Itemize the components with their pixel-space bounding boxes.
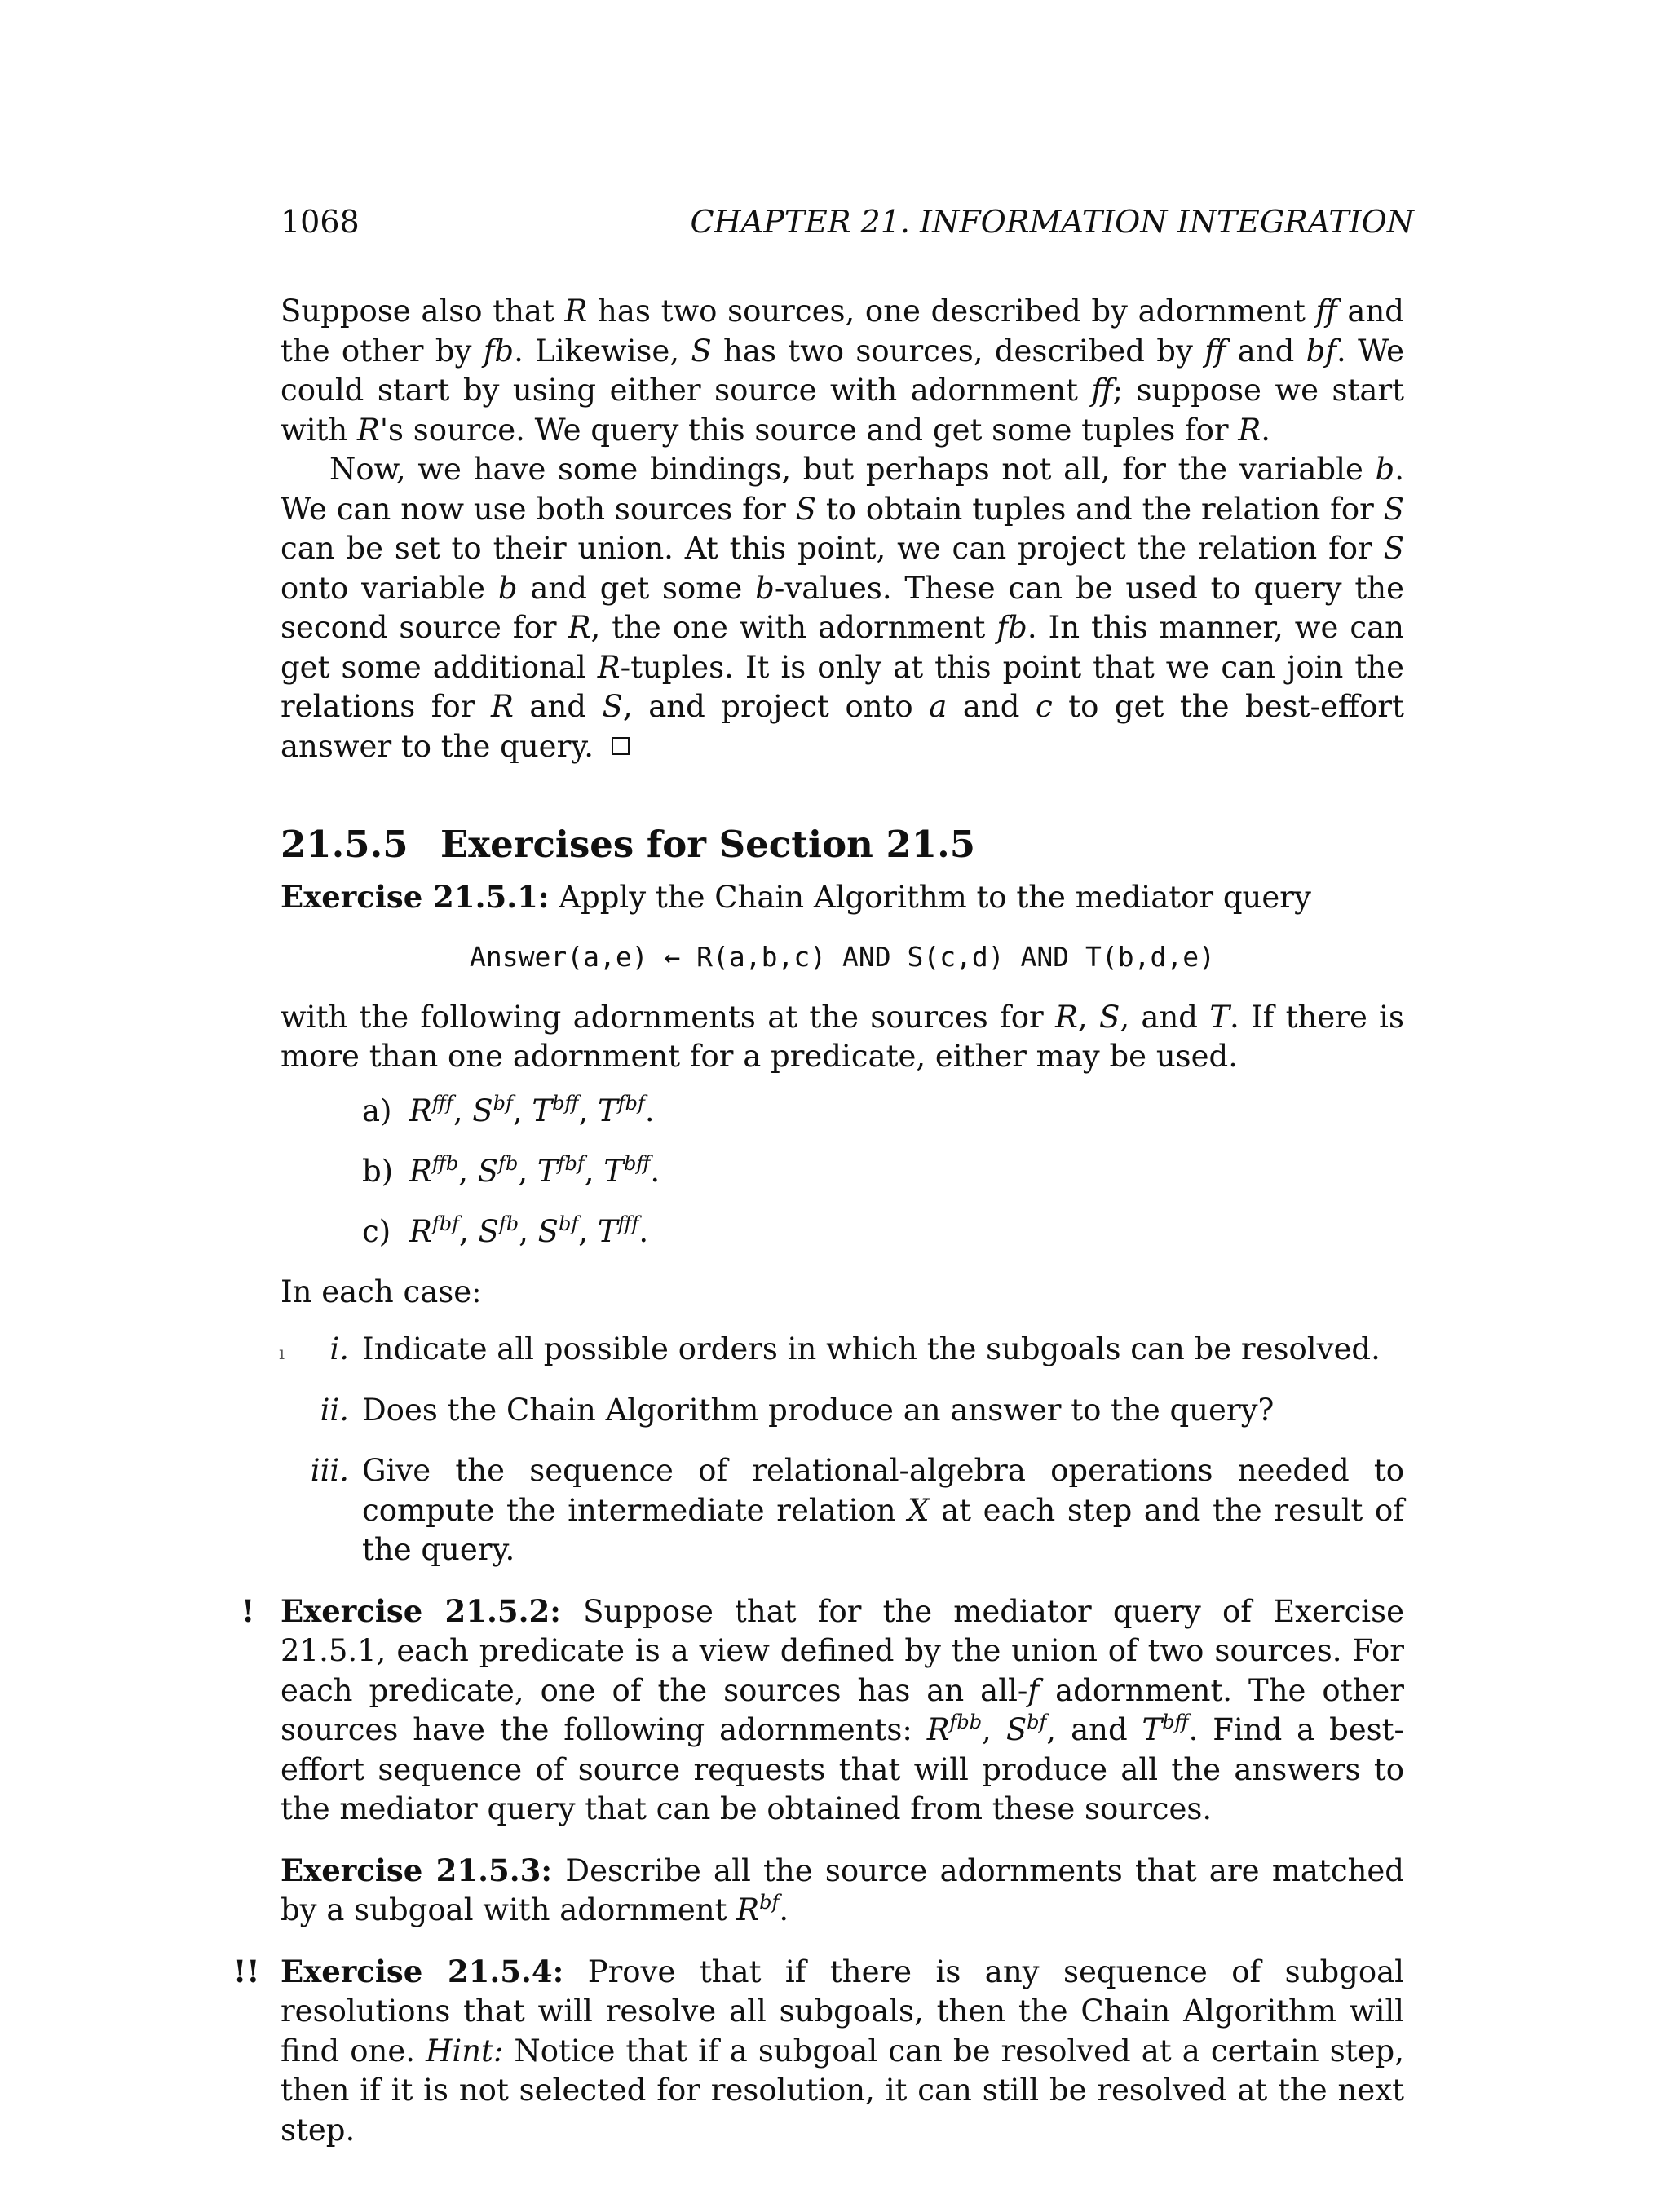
math-variable: S xyxy=(1098,999,1120,1035)
exercise-label: Exercise 21.5.2: xyxy=(281,1592,584,1629)
adornment-superscript: bf xyxy=(493,1091,513,1115)
page-header xyxy=(281,204,1414,253)
adornment-superscript: fbf xyxy=(617,1091,645,1115)
adornment-superscript: fbf xyxy=(431,1212,459,1235)
case-item: b) $R^{ffb}$, $S^{fb}$, $T^{fbf}$, $T^{bff}$. xyxy=(362,1152,1404,1191)
math-variable: ff xyxy=(1204,333,1226,369)
exercise-text xyxy=(281,1952,1404,2151)
adornment-superscript: bff xyxy=(552,1091,579,1115)
math-variable: ff xyxy=(1315,294,1337,329)
math-symbol: T xyxy=(597,1213,618,1249)
adornment-superscript: fb xyxy=(498,1212,519,1235)
math-symbol: T xyxy=(1142,1712,1163,1747)
exercise-21-5-3 xyxy=(281,1851,1404,1931)
math-symbol: S xyxy=(478,1213,499,1249)
math-symbol: S xyxy=(537,1213,559,1249)
case-label: a) xyxy=(362,1093,392,1128)
section-number: 21.5.5 xyxy=(281,823,409,866)
math-variable: S xyxy=(795,491,816,527)
intro-paragraph-2: Now, we have some bindings, but perhaps not all, for the variable b. We can now use both sources for S to obtain tuples and the relation for S can be set to their union. At this point, we can project the relation for S onto variable b and get some b-values. These can be used to query the second source for R, the one with adornment fb. In this manner, we can get some additional R-tuples. It is only at this point that we can join the relations for R and S, and project onto a and c to get the best-effort answer to the query. xyxy=(281,452,1404,764)
section-heading xyxy=(281,822,1404,868)
math-symbol: R xyxy=(736,1892,760,1927)
intro-paragraph-1: Suppose also that R has two sources, one described by adornment ff and the other by fb. Likewise, S has two sources, described by ff and bf. We could start by using either source with adornment ff; suppose we start with R's source. We query this source and get some tuples for R. xyxy=(281,294,1404,448)
adornment-superscript: fb xyxy=(498,1151,519,1175)
hint-label: Hint: xyxy=(426,2033,504,2069)
math-variable: R xyxy=(1055,999,1078,1035)
running-title: CHAPTER 21. INFORMATION INTEGRATION xyxy=(690,204,1414,240)
exercise-label: Exercise 21.5.1: xyxy=(281,879,550,915)
difficulty-mark: ! xyxy=(241,1592,255,1629)
math-symbol: S xyxy=(477,1153,499,1189)
math-symbol: T xyxy=(532,1093,553,1128)
exercise-steps xyxy=(281,1330,1404,1570)
math-symbol: R xyxy=(409,1093,432,1128)
exercise-label: Exercise 21.5.3: xyxy=(281,1852,566,1888)
step-text: Indicate all possible orders in which the subgoals can be resolved. xyxy=(362,1331,1381,1366)
adornment-superscript: bff xyxy=(623,1151,651,1175)
exercise-21-5-2 xyxy=(241,1592,1405,1830)
adornment-superscript: bf xyxy=(759,1891,780,1914)
case-label: b) xyxy=(362,1153,394,1189)
math-variable: S xyxy=(691,333,712,369)
adornment-superscript: ffb xyxy=(431,1151,459,1175)
math-variable: R xyxy=(568,610,591,645)
mediator-query: Answer(a,e) ← R(a,b,c) AND S(c,d) AND T(b,d,e) xyxy=(470,940,1215,973)
adornment-cases xyxy=(281,1092,1404,1252)
hint-text: Notice that if a subgoal can be resolved at a certain step, then if it is not selected for resolution, it can still be resolved at the next step. xyxy=(281,2033,1405,2148)
step-number: ii. xyxy=(320,1392,349,1428)
math-variable: a xyxy=(929,689,948,724)
adornment-superscript: fbf xyxy=(557,1151,585,1175)
step-text: Give the sequence of relational-algebra operations needed to compute the intermediate relation X at each step and the result of the query. xyxy=(362,1453,1404,1567)
math-variable: T xyxy=(1209,999,1230,1035)
math-symbol: R xyxy=(409,1153,432,1189)
step-number: i. xyxy=(329,1331,349,1366)
step-item xyxy=(281,1451,1404,1570)
math-symbol: T xyxy=(537,1153,558,1189)
math-variable: ff xyxy=(1091,373,1113,408)
page-number: 1068 xyxy=(281,204,360,240)
math-symbol: R xyxy=(926,1712,950,1747)
math-variable: S xyxy=(1383,491,1404,527)
adornment-superscript: bf xyxy=(1027,1711,1047,1733)
exercise-21-5-1 xyxy=(281,877,1404,1570)
math-variable: f xyxy=(1027,1672,1040,1708)
exercise-text-continued: with the following adornments at the sources for R, S, and T. If there is more than one adornment for a predicate, either may be used. xyxy=(281,999,1404,1074)
step-item xyxy=(281,1330,1404,1370)
math-variable: R xyxy=(491,689,514,724)
case-item: c) $R^{fbf}$, $S^{fb}$, $S^{bf}$, $T^{fff}$. xyxy=(362,1212,1404,1252)
math-symbol: R xyxy=(409,1213,432,1249)
math-variable: R xyxy=(597,649,621,685)
exercise-21-5-4 xyxy=(233,1952,1405,2151)
stray-mark: ı xyxy=(279,1344,285,1364)
adornment-superscript: fff xyxy=(431,1091,453,1115)
math-variable: c xyxy=(1035,689,1053,724)
step-text: Does the Chain Algorithm produce an answer to the query? xyxy=(362,1392,1275,1428)
math-variable: b xyxy=(497,570,518,606)
case-label: c) xyxy=(362,1213,391,1249)
math-variable: b xyxy=(1375,452,1395,487)
in-each-case-label: In each case: xyxy=(281,1274,482,1309)
adornment-superscript: fff xyxy=(617,1212,639,1235)
math-variable: fb xyxy=(996,610,1027,645)
step-number: iii. xyxy=(310,1453,349,1488)
exercise-text: Exercise 21.5.3: Describe all the source adornments that are matched by a subgoal with adornment $R^{bf}$. xyxy=(281,1852,1404,1927)
adornment-superscript: fbb xyxy=(949,1711,983,1733)
math-variable: R xyxy=(1238,412,1261,448)
math-symbol: T xyxy=(603,1153,624,1189)
section-title: Exercises for Section 21.5 xyxy=(440,823,976,866)
math-variable: fb xyxy=(483,333,515,369)
difficulty-mark: !! xyxy=(233,1953,260,1989)
exercise-text: Apply the Chain Algorithm to the mediator query xyxy=(559,880,1311,915)
math-variable: X xyxy=(908,1492,930,1528)
page-body xyxy=(233,292,1405,2150)
math-variable: S xyxy=(1383,531,1404,566)
math-variable: bf xyxy=(1306,333,1336,369)
math-variable: R xyxy=(356,412,380,448)
case-item: a) $R^{fff}$, $S^{bf}$, $T^{bff}$, $T^{fbf}$. xyxy=(362,1092,1404,1131)
end-of-example-box xyxy=(612,737,630,755)
adornment-superscript: bf xyxy=(559,1212,579,1235)
adornment-superscript: bff xyxy=(1162,1711,1189,1733)
exercise-body: Prove that if there is any sequence of subgoal resolutions that will resolve all subgoals, then the Chain Algorithm will find one. xyxy=(281,1954,1405,2069)
math-variable: R xyxy=(564,294,588,329)
math-variable: S xyxy=(602,689,623,724)
exercise-label: Exercise 21.5.4: xyxy=(281,1953,564,1989)
exercise-text: Exercise 21.5.2: Suppose that for the mediator query of Exercise 21.5.1, each predicate is a view defined by the union of two sources. For each predicate, one of the sources has an all-f adornment. The other sources have the following adornments: $R^{fbb}$, $S^{bf}$, and $T^{bff}$. Find a best-effort sequence of source requests that will produce all the answers to the mediator query that can be obtained from these sources. xyxy=(281,1592,1405,1826)
math-symbol: S xyxy=(472,1093,493,1128)
math-symbol: S xyxy=(1005,1712,1027,1747)
math-variable: b xyxy=(755,570,775,606)
math-symbol: T xyxy=(598,1093,618,1128)
step-item xyxy=(281,1391,1404,1431)
